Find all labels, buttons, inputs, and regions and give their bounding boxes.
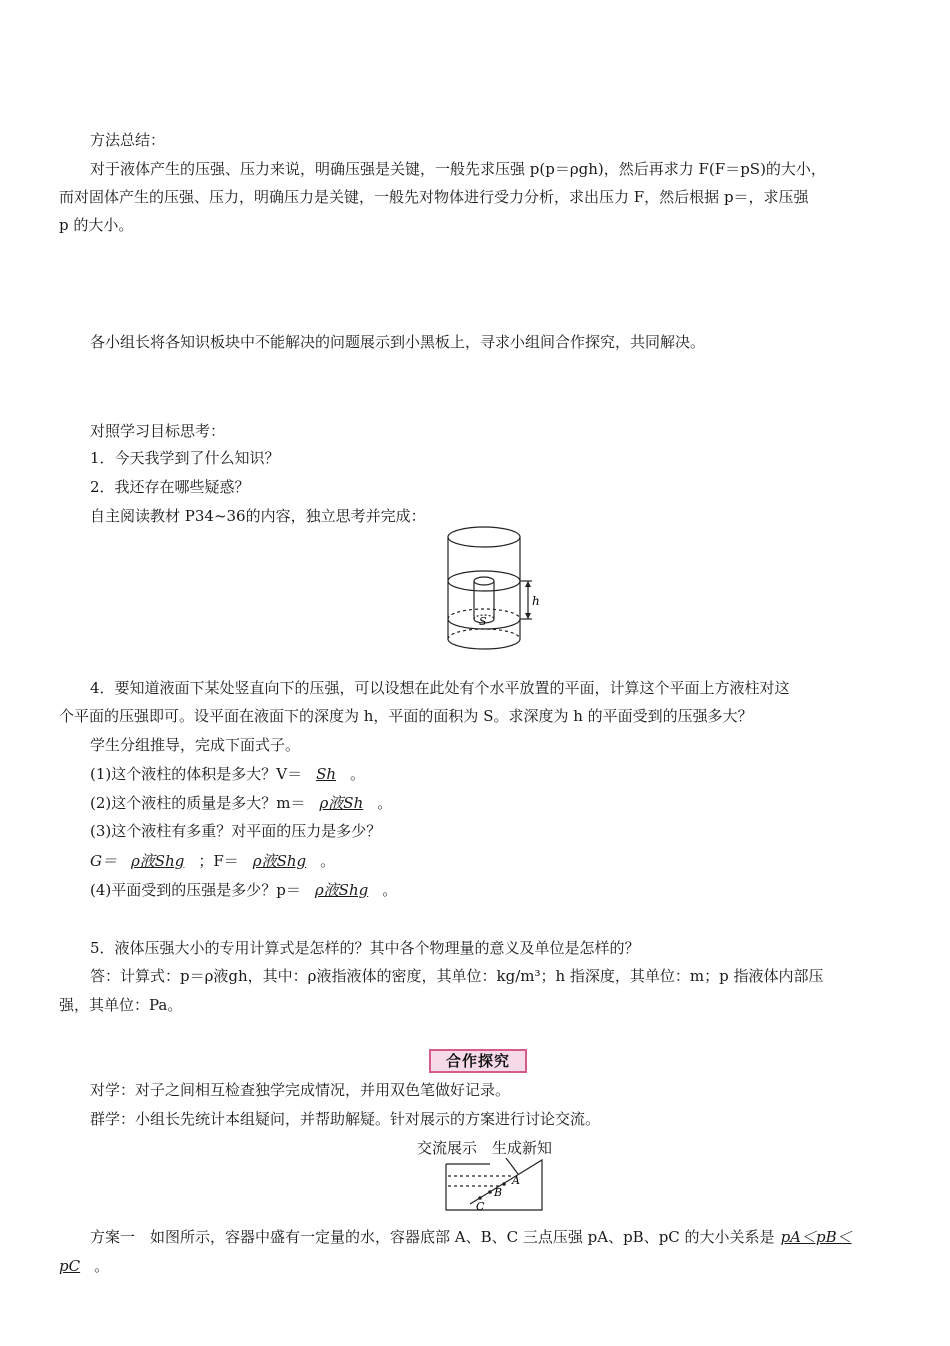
question-4-line-2: 个平面的压强即可。设平面在液面下的深度为 h，平面的面积为 S。求深度为 h 的平面受到的压强多大？ — [59, 707, 753, 725]
pair-study-text: 对学：对子之间相互检查独学完成情况，并用双色笔做好记录。 — [90, 1081, 511, 1099]
answer-blank-weight: ρ液Shg — [130, 852, 185, 870]
method-summary-line-1: 对于液体产生的压强、压力来说，明确压强是关键，一般先求压强 p(p＝ρgh)，然后再求力 F(F＝pS)的大小， — [90, 160, 826, 178]
answer-blank-pressure: ρ液Shg — [314, 881, 369, 899]
answer-blank-pressure-order-1: pA＜pB＜ — [780, 1228, 852, 1246]
reflection-question-1: 1．今天我学到了什么知识？ — [90, 449, 280, 467]
reflection-heading: 对照学习目标思考： — [90, 422, 226, 440]
point-label-c: C — [476, 1200, 485, 1213]
exchange-subtitle: 交流展示 生成新知 — [417, 1139, 553, 1157]
figure-label-s: S — [479, 615, 487, 628]
group-study-text: 群学：小组长先统计本组疑问，并帮助解疑。针对展示的方案进行讨论交流。 — [90, 1110, 601, 1128]
cooperation-badge: 合作探究 — [429, 1049, 527, 1073]
question-5-answer-2: 强，其单位：Pa。 — [59, 996, 183, 1014]
question-4-part-2: (2)这个液柱的质量是多大？m＝ ρ液Sh 。 — [90, 794, 393, 812]
method-summary-line-2: 而对固体产生的压强、压力，明确压力是关键，一般先对物体进行受力分析，求出压力 F，然后根据 p＝，求压强 — [59, 188, 809, 206]
answer-blank-mass: ρ液Sh — [319, 794, 364, 812]
figure-label-h: h — [532, 594, 540, 608]
question-4-part-4: (4)平面受到的压强是多少？p＝ ρ液Shg 。 — [90, 881, 398, 899]
question-4-line-1: 4．要知道液面下某处竖直向下的压强，可以设想在此处有个水平放置的平面，计算这个平面上方液柱对这 — [90, 679, 790, 697]
question-5-answer-1: 答：计算式：p＝ρ液gh，其中：ρ液指液体的密度，其单位：kg/m³；h 指深度，其单位：m；p 指液体内部压 — [90, 967, 824, 985]
plan-1-line-1: 方案一 如图所示，容器中盛有一定量的水，容器底部 A、B、C 三点压强 pA、pB、pC 的大小关系是 pA＜pB＜ — [90, 1227, 858, 1247]
plan-1-line-2: pC 。 — [59, 1257, 110, 1275]
answer-blank-volume: Sh — [316, 765, 337, 783]
question-4-instruction: 学生分组推导，完成下面式子。 — [90, 736, 301, 754]
question-4-part-1: (1)这个液柱的体积是多大？V＝ Sh 。 — [90, 765, 366, 783]
question-4-part-3: (3)这个液柱有多重？对平面的压力是多少？ — [90, 822, 382, 840]
question-5-line-1: 5．液体压强大小的专用计算式是怎样的？其中各个物理量的意义及单位是怎样的？ — [90, 939, 640, 957]
answer-blank-force: ρ液Shg — [252, 852, 307, 870]
method-summary-line-3: p 的大小。 — [59, 216, 134, 234]
container-water-figure — [440, 1158, 550, 1216]
reading-instruction: 自主阅读教材 P34~36的内容，独立思考并完成： — [90, 507, 426, 525]
answer-blank-pressure-order-2: pC — [59, 1257, 81, 1275]
reflection-question-2: 2．我还存在哪些疑惑？ — [90, 478, 250, 496]
point-label-b: B — [494, 1186, 503, 1199]
point-label-a: A — [512, 1174, 520, 1187]
question-4-part-3-answers: G＝ ρ液Shg ；F＝ ρ液Shg 。 — [90, 852, 336, 870]
liquid-column-figure — [440, 525, 550, 653]
method-summary-heading: 方法总结： — [90, 131, 166, 149]
group-display-text: 各小组长将各知识板块中不能解决的问题展示到小黑板上，寻求小组间合作探究，共同解决。 — [90, 333, 706, 351]
